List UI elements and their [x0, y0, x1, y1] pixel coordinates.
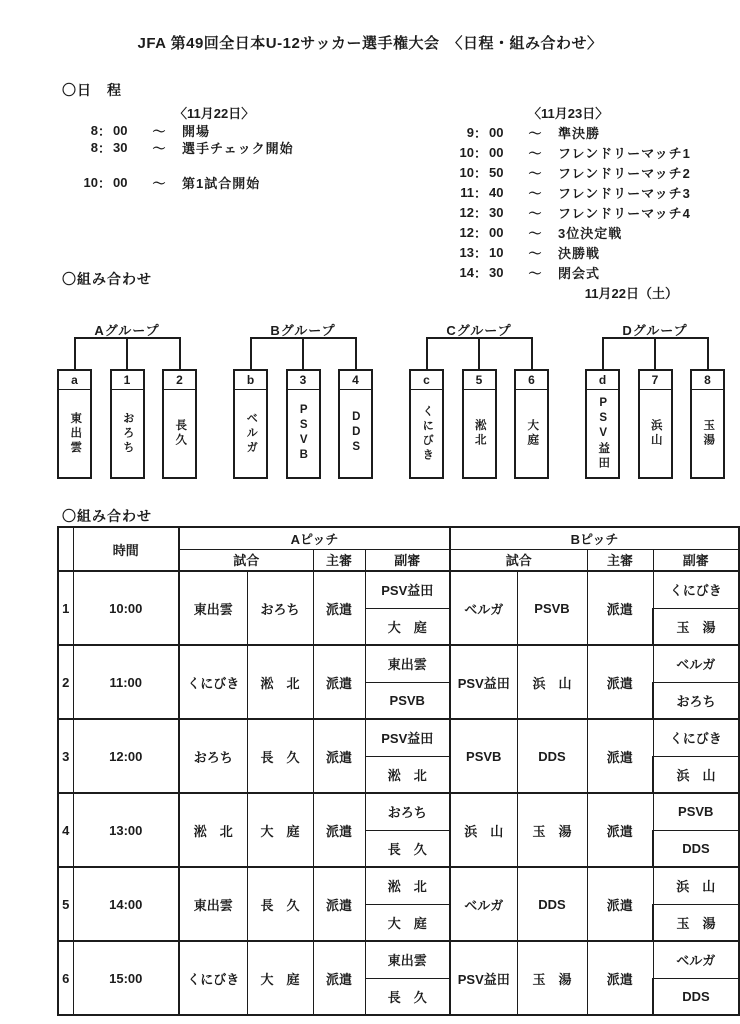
group-b-label: Bグループ	[270, 323, 336, 338]
team-box	[233, 369, 268, 479]
slot-id: a	[59, 371, 90, 390]
team-name: おろち	[121, 411, 134, 456]
team-cell: 東出雲	[179, 867, 247, 941]
schedule-row	[446, 122, 691, 142]
team-cell: PSV益田	[450, 941, 517, 1015]
group-brackets	[57, 320, 725, 479]
slot-id: b	[235, 371, 266, 390]
team-name: PSVB	[297, 403, 310, 464]
schedule-row	[446, 242, 691, 262]
group-a	[57, 320, 197, 479]
bracket-lines	[409, 337, 549, 369]
schedule-row	[446, 142, 691, 162]
assistant-cell: くにびき	[653, 719, 739, 756]
table-row	[58, 793, 739, 830]
match-time: 11:00	[73, 645, 179, 719]
groups-heading: 〇組み合わせ	[62, 271, 152, 287]
assistant-cell: PSVB	[365, 682, 450, 719]
group-d-label: Dグループ	[622, 323, 688, 338]
referee-cell: 派遣	[587, 793, 653, 867]
team-cell: 玉 湯	[517, 793, 587, 867]
time-hour: 9	[466, 124, 474, 140]
slot-id: 7	[640, 371, 671, 390]
team-cell: PSV益田	[450, 645, 517, 719]
team-name: 浜山	[649, 419, 662, 448]
time-minute: 30	[489, 204, 504, 220]
slot-id: 1	[112, 371, 143, 390]
corner-cell	[58, 527, 73, 571]
page-title: JFA 第49回全日本U-12サッカー選手権大会 〈日程・組み合わせ〉	[137, 35, 603, 52]
table-row	[58, 867, 739, 904]
bracket-lines	[57, 337, 197, 369]
referee-cell: 派遣	[313, 571, 365, 645]
team-box	[638, 369, 673, 479]
time-hour: 12	[459, 224, 474, 240]
schedule-day2-date: 〈11月23日〉	[528, 106, 609, 121]
time-colon: ：	[474, 225, 488, 241]
schedule-day2	[446, 103, 691, 282]
event-label: 開場	[182, 124, 211, 139]
event-label: 第1試合開始	[182, 176, 261, 191]
tilde: ～	[528, 165, 542, 181]
time-hour: 12	[459, 204, 474, 220]
match-table	[57, 526, 740, 1016]
referee-cell: 派遣	[587, 719, 653, 793]
team-name: ベルガ	[245, 411, 258, 456]
referee-header: 主審	[587, 549, 653, 571]
group-a-label: Aグループ	[94, 323, 160, 338]
assistant-cell: DDS	[653, 978, 739, 1015]
assistant-cell: 大 庭	[365, 904, 450, 941]
schedule-heading: 〇日 程	[62, 82, 122, 98]
tilde: ～	[528, 185, 542, 201]
event-label: フレンドリーマッチ2	[558, 165, 691, 181]
team-name: 淞北	[473, 419, 486, 448]
team-name: 玉湯	[702, 419, 715, 448]
referee-cell: 派遣	[313, 793, 365, 867]
time-header: 時間	[73, 527, 179, 571]
team-cell: おろち	[247, 571, 313, 645]
time-colon: ：	[474, 205, 488, 221]
time-colon: ：	[474, 245, 488, 261]
assistant-cell: おろち	[653, 682, 739, 719]
time-hour: 10	[459, 164, 474, 180]
slot-id: 2	[164, 371, 195, 390]
assistant-cell: 玉 湯	[653, 904, 739, 941]
assistant-cell: 長 久	[365, 830, 450, 867]
team-name: 大庭	[526, 419, 539, 448]
schedule-day1	[70, 103, 294, 191]
tilde: ～	[528, 225, 542, 241]
referee-cell: 派遣	[587, 645, 653, 719]
referee-cell: 派遣	[587, 571, 653, 645]
assistant-header: 副審	[365, 549, 450, 571]
group-d	[585, 320, 725, 479]
team-cell: くにびき	[179, 645, 247, 719]
row-number: 4	[58, 793, 73, 867]
referee-cell: 派遣	[313, 645, 365, 719]
assistant-cell: 東出雲	[365, 645, 450, 682]
team-name: 長久	[174, 419, 187, 448]
event-label: 決勝戦	[558, 245, 601, 261]
group-c	[409, 320, 549, 479]
assistant-cell: PSV益田	[365, 719, 450, 756]
team-name: DDS	[350, 411, 363, 456]
referee-cell: 派遣	[313, 867, 365, 941]
referee-cell: 派遣	[313, 719, 365, 793]
team-name: PSV益田	[597, 396, 610, 471]
team-box	[57, 369, 92, 479]
time-hour: 10	[83, 175, 98, 190]
schedule-row	[70, 139, 294, 156]
team-cell: 東出雲	[179, 571, 247, 645]
event-label: フレンドリーマッチ4	[558, 205, 691, 221]
assistant-cell: 長 久	[365, 978, 450, 1015]
time-hour: 8	[90, 140, 98, 155]
tilde: ～	[528, 265, 542, 281]
team-box	[162, 369, 197, 479]
event-label: 閉会式	[558, 265, 601, 281]
team-cell: 大 庭	[247, 793, 313, 867]
team-box	[409, 369, 444, 479]
team-cell: DDS	[517, 867, 587, 941]
team-cell: 淞 北	[247, 645, 313, 719]
schedule-row	[446, 202, 691, 222]
schedule-row	[446, 222, 691, 242]
time-hour: 14	[459, 264, 474, 280]
slot-id: 6	[516, 371, 547, 390]
table-row	[58, 719, 739, 756]
tilde: ～	[152, 176, 166, 191]
group-b	[233, 320, 373, 479]
assistant-cell: 淞 北	[365, 867, 450, 904]
team-box	[514, 369, 549, 479]
assistant-cell: おろち	[365, 793, 450, 830]
event-label: フレンドリーマッチ3	[558, 185, 691, 201]
tilde: ～	[528, 125, 542, 141]
referee-cell: 派遣	[587, 867, 653, 941]
event-label: 3位決定戦	[558, 225, 623, 241]
match-table-heading: 〇組み合わせ	[62, 508, 152, 524]
slot-id: 8	[692, 371, 723, 390]
time-colon: ：	[474, 145, 488, 161]
event-label: 選手チェック開始	[182, 141, 294, 156]
team-cell: 大 庭	[247, 941, 313, 1015]
team-box	[286, 369, 321, 479]
time-minute: 50	[489, 164, 504, 180]
team-cell: くにびき	[179, 941, 247, 1015]
team-cell: 浜 山	[450, 793, 517, 867]
team-name: 東出雲	[69, 411, 82, 456]
referee-cell: 派遣	[587, 941, 653, 1015]
event-label: 準決勝	[558, 125, 601, 141]
team-box	[690, 369, 725, 479]
assistant-cell: DDS	[653, 830, 739, 867]
assistant-cell: PSV益田	[365, 571, 450, 608]
team-box	[338, 369, 373, 479]
team-name: くにびき	[421, 404, 434, 463]
tilde: ～	[152, 124, 166, 139]
team-cell: 浜 山	[517, 645, 587, 719]
match-time: 15:00	[73, 941, 179, 1015]
time-minute: 00	[113, 123, 128, 138]
assistant-cell: 大 庭	[365, 608, 450, 645]
time-minute: 30	[489, 264, 504, 280]
group-c-label: Cグループ	[446, 323, 512, 338]
tilde: ～	[528, 145, 542, 161]
match-header: 試合	[450, 549, 587, 571]
bracket-lines	[585, 337, 725, 369]
schedule-row	[446, 182, 691, 202]
team-cell: ベルガ	[450, 571, 517, 645]
time-minute: 00	[489, 224, 504, 240]
row-number: 3	[58, 719, 73, 793]
team-box	[585, 369, 620, 479]
assistant-cell: 玉 湯	[653, 608, 739, 645]
table-row	[58, 645, 739, 682]
team-cell: おろち	[179, 719, 247, 793]
assistant-cell: 淞 北	[365, 756, 450, 793]
schedule-row	[446, 262, 691, 282]
match-time: 14:00	[73, 867, 179, 941]
assistant-cell: くにびき	[653, 571, 739, 608]
team-cell: DDS	[517, 719, 587, 793]
time-hour: 10	[459, 144, 474, 160]
assistant-header: 副審	[653, 549, 739, 571]
pitch-a-header: Aピッチ	[179, 527, 450, 549]
assistant-cell: 浜 山	[653, 756, 739, 793]
time-colon: ：	[98, 141, 112, 156]
row-number: 6	[58, 941, 73, 1015]
schedule-day1-date: 〈11月22日〉	[174, 106, 255, 121]
team-cell: ベルガ	[450, 867, 517, 941]
tilde: ～	[152, 141, 166, 156]
time-minute: 00	[489, 124, 504, 140]
time-colon: ：	[474, 265, 488, 281]
slot-id: 5	[464, 371, 495, 390]
time-minute: 10	[489, 244, 504, 260]
row-number: 1	[58, 571, 73, 645]
match-time: 12:00	[73, 719, 179, 793]
assistant-cell: 東出雲	[365, 941, 450, 978]
time-colon: ：	[474, 185, 488, 201]
time-minute: 30	[113, 140, 128, 155]
assistant-cell: 浜 山	[653, 867, 739, 904]
match-time: 13:00	[73, 793, 179, 867]
time-minute: 40	[489, 184, 504, 200]
team-cell: PSVB	[450, 719, 517, 793]
time-colon: ：	[474, 125, 488, 141]
row-number: 5	[58, 867, 73, 941]
team-cell: 長 久	[247, 719, 313, 793]
time-minute: 00	[489, 144, 504, 160]
time-hour: 13	[459, 244, 474, 260]
team-cell: PSVB	[517, 571, 587, 645]
time-hour: 11	[460, 184, 474, 200]
team-cell: 玉 湯	[517, 941, 587, 1015]
event-label: フレンドリーマッチ1	[558, 145, 691, 161]
time-hour: 8	[90, 123, 98, 138]
assistant-cell: PSVB	[653, 793, 739, 830]
schedule-row	[70, 174, 294, 191]
team-cell: 淞 北	[179, 793, 247, 867]
row-number: 2	[58, 645, 73, 719]
table-row	[58, 571, 739, 608]
slot-id: 4	[340, 371, 371, 390]
team-box	[462, 369, 497, 479]
time-colon: ：	[98, 124, 112, 139]
referee-header: 主審	[313, 549, 365, 571]
assistant-cell: ベルガ	[653, 941, 739, 978]
tilde: ～	[528, 245, 542, 261]
time-minute: 00	[113, 175, 128, 190]
match-header: 試合	[179, 549, 313, 571]
assistant-cell: ベルガ	[653, 645, 739, 682]
schedule-row	[446, 162, 691, 182]
pitch-b-header: Bピッチ	[450, 527, 739, 549]
team-cell: 長 久	[247, 867, 313, 941]
bracket-lines	[233, 337, 373, 369]
slot-id: c	[411, 371, 442, 390]
match-time: 10:00	[73, 571, 179, 645]
time-colon: ：	[474, 165, 488, 181]
slot-id: 3	[288, 371, 319, 390]
table-row	[58, 941, 739, 978]
team-box	[110, 369, 145, 479]
schedule-row	[70, 122, 294, 139]
time-colon: ：	[98, 176, 112, 191]
referee-cell: 派遣	[313, 941, 365, 1015]
slot-id: d	[587, 371, 618, 390]
tilde: ～	[528, 205, 542, 221]
groups-date-note: 11月22日（土）	[584, 286, 678, 301]
